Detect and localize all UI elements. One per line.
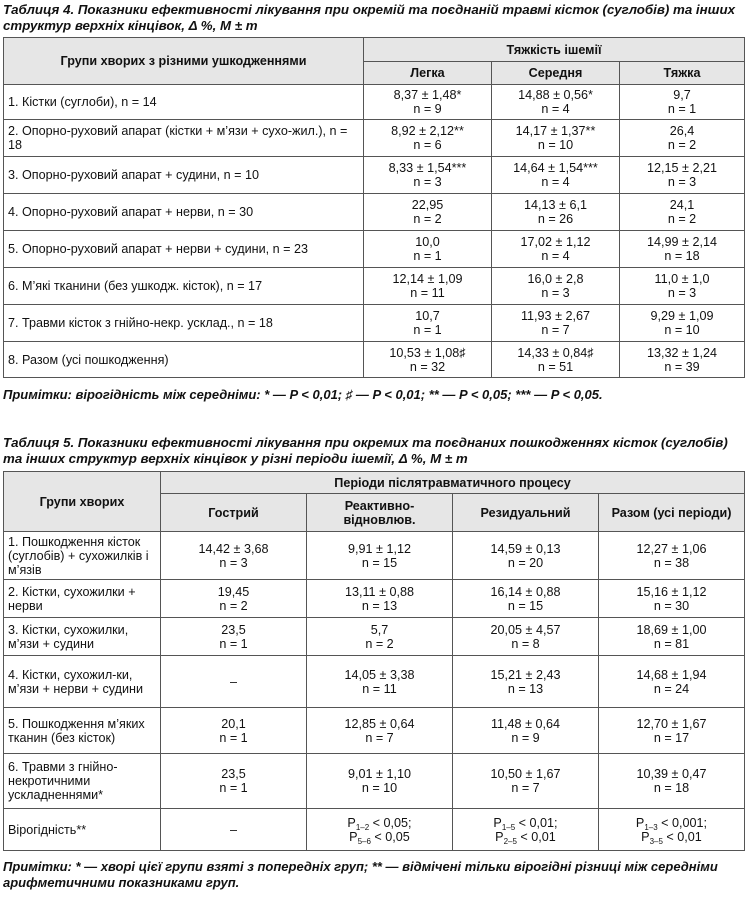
table4-caption: Таблиця 4. Показники ефективності лікування при окремій та поєднаній травмі кісток (суглобів) та інших структур верхніх кінцівок, Δ %, M ± m <box>3 2 735 33</box>
cell-n: n = 13 <box>361 598 398 613</box>
table5-col-reactive: Реактивно-відновлюв. <box>307 494 453 532</box>
cell-value: 14,64 ± 1,54*** <box>513 161 598 175</box>
table5-acute-cell <box>161 580 307 618</box>
table5-reactive-cell <box>307 580 453 618</box>
cell-value: 20,05 ± 4,57 <box>490 622 561 637</box>
table5-header-periods: Періоди післятравматичного процесу <box>161 472 745 494</box>
table5-col-total: Разом (усі періоди) <box>599 494 745 532</box>
cell-value: 26,4 <box>669 124 695 138</box>
table4-header-group: Групи хворих з різними ушкодженнями <box>4 38 364 85</box>
cell-n: n = 15 <box>361 555 398 570</box>
cell-value: 5,7 <box>370 622 389 637</box>
table4-medium-cell <box>492 268 620 305</box>
table5-sig-residual: $P_{1-5} < 0,01$; $P_{2-5} < 0,01$ <box>453 809 599 851</box>
cell-n: n = 2 <box>219 598 248 613</box>
table5-total-cell <box>599 580 745 618</box>
table4-col-medium: Середня <box>492 62 620 85</box>
table5-total-cell <box>599 708 745 754</box>
cell-value: 10,0 <box>415 235 440 249</box>
table4-mild-cell <box>364 194 492 231</box>
table4-group-cell: 2. Опорно-руховий апарат (кістки + м’язи + сухо-жил.), n = 18 <box>4 120 364 157</box>
table5-caption: Таблиця 5. Показники ефективності лікування при окремих та поєднаних пошкодженнях кісток (суглобів) та інших структур верхніх кінцівок у різні періоди ішемії, Δ %, M ± m <box>3 435 728 466</box>
cell-value: 12,15 ± 2,21 <box>647 161 717 175</box>
cell-n: n = 7 <box>511 781 540 795</box>
cell-value: 9,7 <box>673 88 691 102</box>
cell-value: 12,27 ± 1,06 <box>636 541 707 556</box>
table5 <box>3 471 745 851</box>
table5-total-cell <box>599 754 745 809</box>
table5-row <box>4 708 745 754</box>
cell-value: 9,29 ± 1,09 <box>650 309 714 323</box>
table4-severe-cell <box>620 194 745 231</box>
table4-mild-cell <box>364 268 492 305</box>
table4-mild-cell <box>364 342 492 378</box>
table4-note: Примітки: вірогідність між середніми: * — P < 0,01; ♯ — P < 0,01; ** — P < 0,05; *** — P < 0,05. <box>3 387 603 402</box>
table5-sig-acute: – <box>161 809 307 851</box>
cell-value: 12,85 ± 0,64 <box>344 716 415 731</box>
table4-group-cell: 3. Опорно-руховий апарат + судини, n = 10 <box>4 157 364 194</box>
cell-value: 15,16 ± 1,12 <box>636 584 707 599</box>
cell-n: n = 11 <box>362 681 397 696</box>
table5-acute-cell <box>161 656 307 708</box>
table5-note: Примітки: * — хворі цієї групи взяті з попередніх груп; ** — відмічені тільки вірогідні різниці між середніми арифметичними показниками груп. <box>3 859 718 890</box>
cell-n: n = 17 <box>653 730 690 745</box>
table4-mild-cell <box>364 85 492 120</box>
cell-value: 10,39 ± 0,47 <box>636 767 707 781</box>
cell-value: 12,70 ± 1,67 <box>636 716 707 731</box>
cell-n: n = 26 <box>537 212 574 226</box>
cell-n: n = 1 <box>219 730 248 745</box>
table5-col-residual: Резидуальний <box>453 494 599 532</box>
table5-reactive-cell <box>307 618 453 656</box>
cell-value: 14,88 ± 0,56* <box>518 88 593 102</box>
table5-sig-reactive: $P_{1-2} < 0,05$; $P_{5-6} < 0,05$ <box>307 809 453 851</box>
table4-severe-cell <box>620 231 745 268</box>
table5-sig-label: Вірогідність** <box>4 809 161 851</box>
cell-value: 8,33 ± 1,54*** <box>388 161 467 175</box>
table5-group-cell: 2. Кістки, сухожилки + нерви <box>4 580 161 618</box>
cell-value: 8,92 ± 2,12** <box>391 124 464 138</box>
table5-reactive-cell <box>307 656 453 708</box>
cell-n: n = 24 <box>653 681 690 696</box>
cell-value: 16,0 ± 2,8 <box>527 272 584 286</box>
cell-n: n = 10 <box>361 781 398 795</box>
cell-n: n = 4 <box>541 249 570 263</box>
cell-value: 11,93 ± 2,67 <box>520 309 590 323</box>
cell-n: n = 10 <box>664 323 700 337</box>
table5-reactive-cell <box>307 708 453 754</box>
table5-significance-row <box>4 809 745 851</box>
cell-value: 11,48 ± 0,64 <box>490 716 560 731</box>
cell-value: 8,37 ± 1,48* <box>393 88 462 102</box>
cell-n: n = 2 <box>667 212 697 226</box>
table4-group-cell: 4. Опорно-руховий апарат + нерви, n = 30 <box>4 194 364 231</box>
cell-n: n = 39 <box>664 359 700 374</box>
table4-row <box>4 85 745 120</box>
cell-n: n = 9 <box>511 730 540 745</box>
cell-value: 12,14 ± 1,09 <box>392 272 463 286</box>
cell-n: n = 20 <box>507 555 544 570</box>
table5-residual-cell <box>453 708 599 754</box>
cell-value: 14,33 ± 0,84♯ <box>517 345 594 360</box>
cell-n: n = 1 <box>413 249 442 263</box>
cell-value: 10,50 ± 1,67 <box>490 767 561 781</box>
table4-group-cell: 8. Разом (усі пошкодження) <box>4 342 364 378</box>
table4-row <box>4 157 745 194</box>
table5-row <box>4 580 745 618</box>
table5-group-cell: 6. Травми з гнійно-некротичними ускладненнями* <box>4 754 161 809</box>
cell-value: 13,11 ± 0,88 <box>344 584 414 599</box>
cell-value: 17,02 ± 1,12 <box>520 235 591 249</box>
cell-n: n = 10 <box>537 138 574 152</box>
cell-n: n = 32 <box>409 359 446 374</box>
table5-total-cell <box>599 656 745 708</box>
cell-n: n = 1 <box>413 323 442 337</box>
cell-n: n = 81 <box>653 636 690 651</box>
cell-n: n = 2 <box>365 636 394 651</box>
table5-group-cell: 3. Кістки, сухожилки, м’язи + судини <box>4 618 161 656</box>
table5-row <box>4 532 745 580</box>
table4-medium-cell <box>492 342 620 378</box>
cell-value: – <box>229 674 237 689</box>
table4-row <box>4 231 745 268</box>
table5-sig-total: $P_{1-3} < 0,001$; $P_{3-5} < 0,01$ <box>599 809 745 851</box>
table5-acute-cell <box>161 754 307 809</box>
table4-severe-cell <box>620 305 745 342</box>
table4-row <box>4 342 745 378</box>
table4-severe-cell <box>620 342 745 378</box>
table4-col-mild: Легка <box>364 62 492 85</box>
cell-n: n = 38 <box>653 555 690 570</box>
table4-col-severe: Тяжка <box>620 62 745 85</box>
cell-value: 20,1 <box>221 716 246 731</box>
cell-value: 10,7 <box>415 309 440 323</box>
table4-medium-cell <box>492 85 620 120</box>
cell-n: n = 13 <box>507 681 544 696</box>
table5-total-cell <box>599 618 745 656</box>
cell-n: n = 11 <box>410 286 445 300</box>
cell-n: n = 3 <box>667 175 697 189</box>
table4-mild-cell <box>364 231 492 268</box>
cell-n: n = 9 <box>413 102 442 116</box>
cell-n: n = 7 <box>541 323 570 337</box>
cell-value: 18,69 ± 1,00 <box>636 622 707 637</box>
table5-col-acute: Гострий <box>161 494 307 532</box>
table4-severe-cell <box>620 85 745 120</box>
cell-value: 14,42 ± 3,68 <box>198 541 269 556</box>
table5-residual-cell <box>453 656 599 708</box>
table4-severe-cell <box>620 157 745 194</box>
cell-n: n = 6 <box>413 138 442 152</box>
cell-value: 15,21 ± 2,43 <box>490 667 561 682</box>
table5-group-cell: 1. Пошкодження кісток (суглобів) + сухожилків і м’язів <box>4 532 161 580</box>
table5-header-group: Групи хворих <box>4 472 161 532</box>
table5-reactive-cell <box>307 754 453 809</box>
cell-n: n = 1 <box>219 781 248 795</box>
cell-value: 14,17 ± 1,37** <box>515 124 596 138</box>
cell-value: 22,95 <box>411 198 444 212</box>
table5-residual-cell <box>453 618 599 656</box>
cell-value: 13,32 ± 1,24 <box>647 345 717 360</box>
cell-value: 9,91 ± 1,12 <box>348 541 411 556</box>
cell-value: 14,68 ± 1,94 <box>636 667 707 682</box>
table4-group-cell: 7. Травми кісток з гнійно-некр. усклад., n = 18 <box>4 305 364 342</box>
cell-n: n = 8 <box>511 636 540 651</box>
cell-n: n = 2 <box>667 138 697 152</box>
cell-n: n = 4 <box>541 175 570 189</box>
cell-n: n = 15 <box>507 598 544 613</box>
table5-row <box>4 618 745 656</box>
table4-medium-cell <box>492 194 620 231</box>
cell-n: n = 1 <box>219 636 248 651</box>
cell-n: n = 30 <box>653 598 690 613</box>
cell-value: 9,01 ± 1,10 <box>348 767 411 781</box>
table4-group-cell: 5. Опорно-руховий апарат + нерви + судини, n = 23 <box>4 231 364 268</box>
cell-value: 14,59 ± 0,13 <box>490 541 561 556</box>
table4 <box>3 37 745 378</box>
cell-n: n = 4 <box>541 102 570 116</box>
table4-row <box>4 268 745 305</box>
cell-n: n = 18 <box>664 249 700 263</box>
cell-value: 14,13 ± 6,1 <box>524 198 587 212</box>
table5-row <box>4 754 745 809</box>
table4-group-cell: 6. М’які тканини (без ушкодж. кісток), n = 17 <box>4 268 364 305</box>
table4-severe-cell <box>620 120 745 157</box>
cell-value: 19,45 <box>217 584 250 599</box>
table5-acute-cell <box>161 708 307 754</box>
table4-header-severity: Тяжкість ішемії <box>364 38 745 62</box>
cell-n: n = 18 <box>653 781 690 795</box>
table4-medium-cell <box>492 305 620 342</box>
cell-n: n = 3 <box>667 286 697 300</box>
cell-n: n = 7 <box>365 730 394 745</box>
cell-n: n = 2 <box>413 212 442 226</box>
cell-value: 16,14 ± 0,88 <box>490 584 561 599</box>
cell-n: n = 3 <box>541 286 570 300</box>
cell-value: 11,0 ± 1,0 <box>654 272 710 286</box>
cell-n: n = 1 <box>667 102 697 116</box>
cell-n: n = 3 <box>413 175 442 189</box>
cell-n: n = 51 <box>537 359 574 374</box>
table4-row <box>4 305 745 342</box>
cell-value: 14,05 ± 3,38 <box>344 667 415 682</box>
table4-medium-cell <box>492 120 620 157</box>
table4-row <box>4 120 745 157</box>
table4-medium-cell <box>492 231 620 268</box>
table4-severe-cell <box>620 268 745 305</box>
table5-residual-cell <box>453 754 599 809</box>
cell-n: n = 3 <box>219 555 248 570</box>
table5-total-cell <box>599 532 745 580</box>
table4-group-cell: 1. Кістки (суглоби), n = 14 <box>4 85 364 120</box>
cell-value: 10,53 ± 1,08♯ <box>389 345 466 360</box>
table5-residual-cell <box>453 532 599 580</box>
table5-reactive-cell <box>307 532 453 580</box>
table5-acute-cell <box>161 618 307 656</box>
table4-mild-cell <box>364 120 492 157</box>
table5-row <box>4 656 745 708</box>
table4-row <box>4 194 745 231</box>
table4-medium-cell <box>492 157 620 194</box>
table4-mild-cell <box>364 305 492 342</box>
table5-residual-cell <box>453 580 599 618</box>
table5-group-cell: 5. Пошкодження м’яких тканин (без кісток) <box>4 708 161 754</box>
table4-mild-cell <box>364 157 492 194</box>
table5-group-cell: 4. Кістки, сухожил-ки, м’язи + нерви + судини <box>4 656 161 708</box>
cell-value: 14,99 ± 2,14 <box>647 235 717 249</box>
cell-value: 24,1 <box>669 198 695 212</box>
cell-value: 23,5 <box>221 767 246 781</box>
table5-acute-cell <box>161 532 307 580</box>
cell-value: 23,5 <box>221 622 246 637</box>
